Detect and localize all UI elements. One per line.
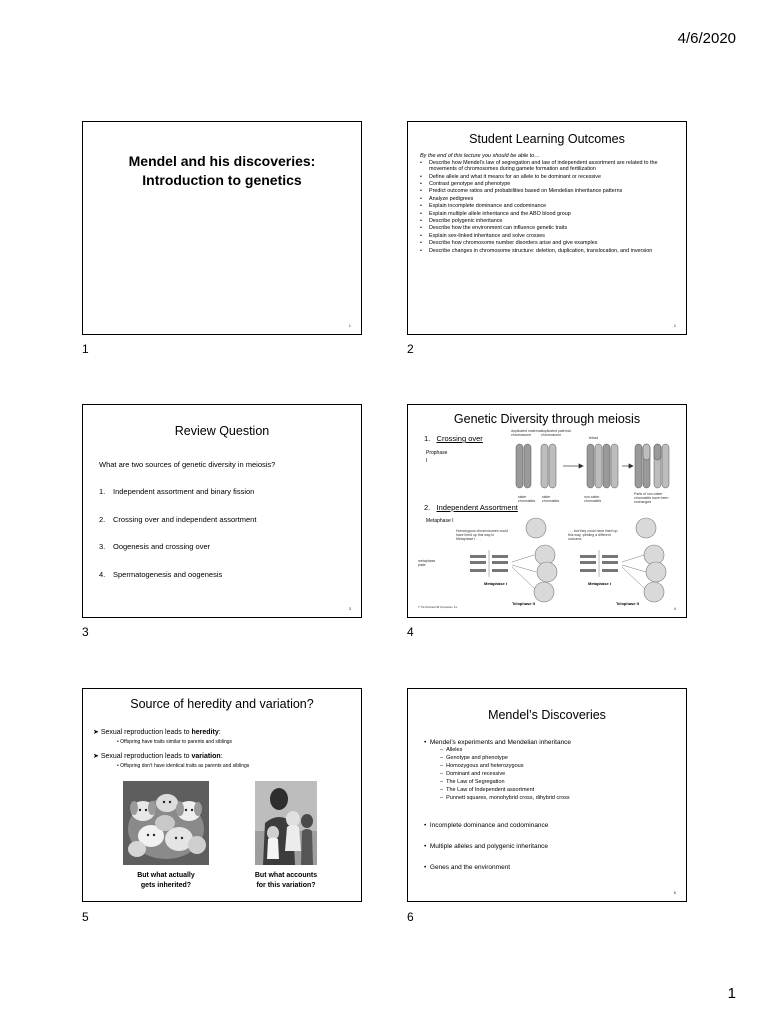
slide-title: Review Question bbox=[174, 424, 270, 438]
slide-label-4: 4 bbox=[407, 625, 414, 639]
slide-intro: By the end of this lecture you should be able to… bbox=[420, 153, 540, 159]
diagram-label: sister chromatids bbox=[518, 495, 536, 503]
metaphase-label: Metaphase I bbox=[426, 518, 454, 524]
diagram-label: Metaphase I bbox=[484, 581, 507, 586]
sub-bullet: • Offspring don’t have identical traits as parents and siblings bbox=[117, 763, 250, 769]
answer-option: 3. Oogenesis and crossing over bbox=[99, 542, 211, 551]
arrow-bullet-icon: ➤ bbox=[93, 729, 99, 736]
diagram-label: Telophase II bbox=[616, 601, 639, 606]
diagram-label: tetrad bbox=[589, 436, 598, 440]
list-item: • Explain multiple allele inheritance and the ABO blood group bbox=[420, 211, 678, 217]
caption-left: But what actually gets inherited? bbox=[137, 872, 195, 889]
bullet-heredity: ➤ Sexual reproduction leads to heredity: bbox=[93, 729, 221, 736]
answer-option: 1. Independent assortment and binary fission bbox=[99, 487, 255, 496]
diagram-label: Parts of non-sister chromatids have been exchanged bbox=[634, 492, 669, 504]
diagram-label: Metaphase I bbox=[588, 581, 611, 586]
list-item: • Describe how the environment can influence genetic traits bbox=[420, 225, 678, 231]
slide-2 bbox=[407, 121, 687, 335]
section-crossing-over: 1. Crossing over bbox=[424, 434, 483, 443]
list-item: • Describe how chromosome number disorders arise and give examples bbox=[420, 240, 678, 246]
slide-title: Genetic Diversity through meiosis bbox=[453, 412, 641, 426]
slide-3 bbox=[82, 404, 362, 618]
copyright-text: © The McGraw-Hill Companies, Inc. bbox=[418, 606, 458, 609]
bullet-variation: ➤ Sexual reproduction leads to variation: bbox=[93, 753, 223, 760]
list-item: • Analyze pedigrees bbox=[420, 196, 678, 202]
slide-number: 6 bbox=[673, 890, 676, 895]
list-item: • Describe polygenic inheritance bbox=[420, 218, 678, 224]
slide-1 bbox=[82, 121, 362, 335]
bullet-item: • Multiple alleles and polygenic inheritance bbox=[424, 843, 549, 850]
slide-number: 3 bbox=[348, 606, 351, 611]
slide-5 bbox=[82, 688, 362, 902]
list-item: • Contrast genotype and phenotype bbox=[420, 181, 678, 187]
print-date: 4/6/2020 bbox=[677, 30, 736, 47]
diagram-label: Telophase II bbox=[512, 601, 535, 606]
list-item: • Explain sex-linked inheritance and solve crosses bbox=[420, 233, 678, 239]
sub-item: – Punnett squares, monohybrid cross, dihybrid cross bbox=[440, 795, 570, 801]
list-item: • Describe how Mendel’s law of segregation and law of independent assortment are related to the movements of chromosomes during gamete formation and fertilization bbox=[420, 160, 678, 172]
diagram-label: duplicated paternal chromosome bbox=[541, 429, 571, 437]
slide-number: 2 bbox=[673, 323, 676, 328]
slide-label-2: 2 bbox=[407, 342, 414, 356]
section-independent-assortment: 2. Independent Assortment bbox=[424, 503, 518, 512]
sub-item: – The Law of Segregation bbox=[440, 779, 505, 785]
list-item: • Explain incomplete dominance and codominance bbox=[420, 203, 678, 209]
sub-item: – Genotype and phenotype bbox=[440, 755, 508, 761]
sub-item: – Homozygous and heterozygous bbox=[440, 763, 524, 769]
slide-number: 1 bbox=[348, 323, 351, 328]
question-text: What are two sources of genetic diversity in meiosis? bbox=[99, 460, 276, 469]
caption-right: But what accounts for this variation? bbox=[254, 872, 318, 889]
prophase-label: Prophase bbox=[426, 450, 448, 456]
diagram-label: non-sister chromatids bbox=[584, 495, 602, 503]
arrow-bullet-icon: ➤ bbox=[93, 753, 99, 760]
independent-assortment-diagram bbox=[468, 517, 673, 605]
sub-bullet: • Offspring have traits similar to parents and siblings bbox=[117, 739, 233, 745]
crossing-over-diagram bbox=[513, 441, 678, 493]
family-photo bbox=[255, 781, 317, 865]
slide-label-6: 6 bbox=[407, 910, 414, 924]
slide-title: Mendel and his discoveries: Introduction to genetics bbox=[128, 153, 316, 188]
slide-label-5: 5 bbox=[82, 910, 89, 924]
slide-label-3: 3 bbox=[82, 625, 89, 639]
slide-title: Mendel’s Discoveries bbox=[488, 708, 606, 722]
list-item: • Describe changes in chromosome structure: deletion, duplication, translocation, and inversion bbox=[420, 248, 678, 254]
slide-label-1: 1 bbox=[82, 342, 89, 356]
page-number: 1 bbox=[727, 985, 736, 1002]
bullet-item: • Mendel’s experiments and Mendelian inheritance bbox=[424, 739, 572, 746]
sub-item: – The Law of Independent assortment bbox=[440, 787, 535, 793]
diagram-label: . . . but they could have lined up this way, yielding a different outcome. bbox=[568, 529, 618, 541]
slide-number: 4 bbox=[673, 606, 676, 611]
diagram-label: Homologous chromosomes could have lined up this way in Metaphase I . . . bbox=[456, 529, 508, 541]
slide-title: Source of heredity and variation? bbox=[130, 697, 314, 711]
diagram-label: sister chromatids bbox=[542, 495, 560, 503]
bullet-item: • Incomplete dominance and codominance bbox=[424, 822, 549, 829]
list-item: • Predict outcome ratios and probabilities based on Mendelian inheritance patterns bbox=[420, 188, 678, 194]
list-item: • Define allele and what it means for an allele to be dominant or recessive bbox=[420, 174, 678, 180]
puppies-photo bbox=[123, 781, 209, 865]
prophase-sub: I bbox=[426, 458, 428, 464]
diagram-label: metaphase plate bbox=[418, 559, 436, 567]
slide-title: Student Learning Outcomes bbox=[469, 132, 625, 146]
sub-item: – Alleles bbox=[440, 747, 463, 753]
diagram-label: duplicated maternal chromosome bbox=[511, 429, 542, 437]
slide-4 bbox=[407, 404, 687, 618]
sub-item: – Dominant and recessive bbox=[440, 771, 506, 777]
outcome-list bbox=[420, 160, 678, 255]
slide-6 bbox=[407, 688, 687, 902]
bullet-item: • Genes and the environment bbox=[424, 864, 511, 871]
answer-option: 4. Spermatogenesis and oogenesis bbox=[99, 570, 223, 579]
answer-option: 2. Crossing over and independent assortment bbox=[99, 515, 257, 524]
